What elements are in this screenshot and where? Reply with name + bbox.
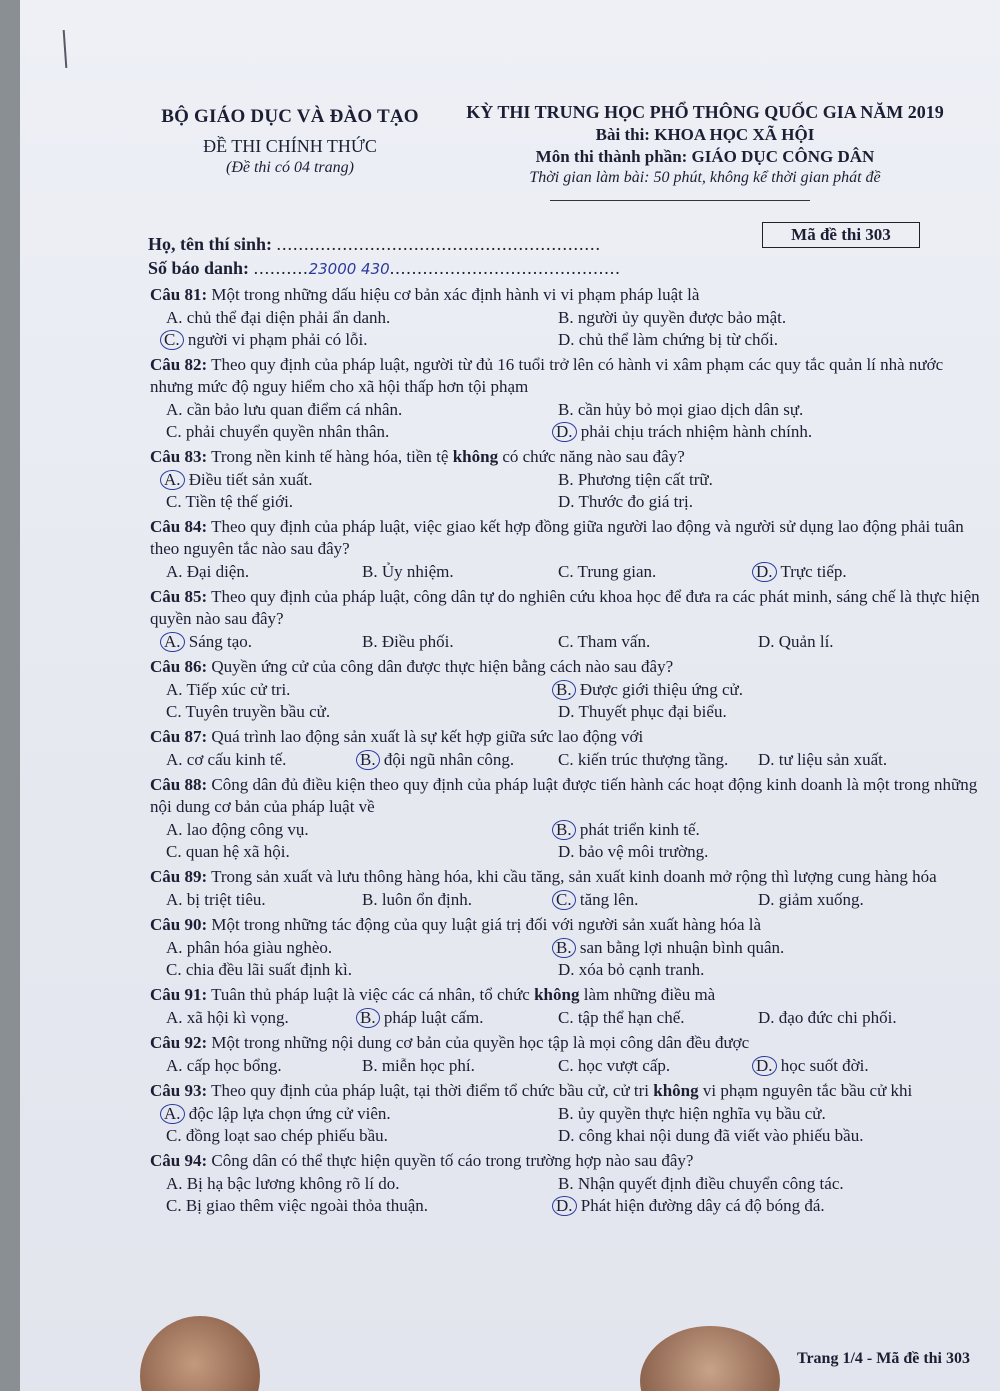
pen-circle: C. xyxy=(552,890,576,910)
answer-text: A. Bị hạ bậc lương không rõ lí do. xyxy=(166,1174,400,1193)
candidate-name-label: Họ, tên thí sinh: xyxy=(148,234,273,254)
answer-text: A. lao động công vụ. xyxy=(166,820,309,839)
answer-option xyxy=(362,561,558,583)
candidate-id-dots: .......... xyxy=(253,258,309,278)
answer-option xyxy=(166,491,558,513)
answer-options xyxy=(150,631,980,653)
answer-option xyxy=(166,679,558,701)
answer-option xyxy=(558,421,958,443)
answer-text: D. Quản lí. xyxy=(758,632,834,651)
ministry-name: BỘ GIÁO DỤC VÀ ĐÀO TẠO xyxy=(161,106,419,127)
circled-answer: B. pháp luật cấm. xyxy=(362,1008,483,1027)
question-number: Câu 85: xyxy=(150,587,208,606)
question-number: Câu 88: xyxy=(150,775,208,794)
answer-text: A. bị triệt tiêu. xyxy=(166,890,266,909)
question-number: Câu 92: xyxy=(150,1033,208,1052)
answer-options xyxy=(150,399,980,443)
answer-options xyxy=(150,749,980,771)
question-stem: Một trong những nội dung cơ bản của quyền học tập là mọi công dân đều được xyxy=(211,1033,750,1052)
answer-text: C. quan hệ xã hội. xyxy=(166,842,290,861)
question xyxy=(150,446,980,468)
answer-option xyxy=(166,469,558,491)
pen-circle: D. xyxy=(552,422,577,442)
answer-options xyxy=(150,307,980,351)
question-stem: Trong sản xuất và lưu thông hàng hóa, khi cầu tăng, sản xuất kinh doanh mở rộng thì lượng cung hàng hóa xyxy=(211,867,937,886)
question-number: Câu 82: xyxy=(150,355,208,374)
answer-option xyxy=(558,701,958,723)
page-footer: Trang 1/4 - Mã đề thi 303 xyxy=(796,1350,970,1367)
answer-option xyxy=(166,1055,362,1077)
circled-answer: D. phải chịu trách nhiệm hành chính. xyxy=(558,422,812,441)
question-number: Câu 93: xyxy=(150,1081,208,1100)
answer-text: D. Thuyết phục đại biểu. xyxy=(558,702,727,721)
answer-option xyxy=(558,329,958,351)
emphasis: không xyxy=(452,447,499,466)
circled-answer: A. Sáng tạo. xyxy=(166,632,252,651)
question xyxy=(150,1032,980,1054)
question-number: Câu 86: xyxy=(150,657,208,676)
circled-answer: D. Trực tiếp. xyxy=(758,562,847,581)
answer-options xyxy=(150,1173,980,1217)
answer-option xyxy=(166,841,558,863)
pen-circle: A. xyxy=(160,1104,185,1124)
answer-option xyxy=(166,1007,362,1029)
answer-option xyxy=(166,561,362,583)
answer-option xyxy=(558,679,958,701)
pen-circle: A. xyxy=(160,470,185,490)
question-stem: Theo quy định của pháp luật, tại thời điểm tổ chức bầu cử, cử tri không vi phạm nguyên tắc bầu cử khi xyxy=(211,1081,913,1100)
answer-option xyxy=(558,841,958,863)
answer-text: A. phân hóa giàu nghèo. xyxy=(166,938,333,957)
answer-options xyxy=(150,561,980,583)
answer-text: B. Phương tiện cất trữ. xyxy=(558,470,713,489)
answer-options xyxy=(150,819,980,863)
answer-options xyxy=(150,937,980,981)
answer-text: A. Đại diện. xyxy=(166,562,250,581)
answer-option xyxy=(558,491,958,513)
component-subject: Môn thi thành phần: GIÁO DỤC CÔNG DÂN xyxy=(535,147,875,166)
answer-text: C. Trung gian. xyxy=(558,562,657,581)
candidate-id-line xyxy=(148,258,621,279)
pen-circle: C. xyxy=(160,330,184,350)
answer-option xyxy=(758,889,958,911)
answer-text: C. học vượt cấp. xyxy=(558,1056,671,1075)
question-number: Câu 83: xyxy=(150,447,208,466)
question xyxy=(150,656,980,678)
answer-option xyxy=(558,749,758,771)
answer-option xyxy=(558,889,758,911)
answer-text: C. tập thể hạn chế. xyxy=(558,1008,685,1027)
answer-text: C. phải chuyển quyền nhân thân. xyxy=(166,422,390,441)
question-stem: Trong nền kinh tế hàng hóa, tiền tệ không có chức năng nào sau đây? xyxy=(211,447,685,466)
official-label: ĐỀ THI CHÍNH THỨC xyxy=(203,136,377,156)
answer-text: A. cấp học bổng. xyxy=(166,1056,282,1075)
answer-text: D. xóa bỏ cạnh tranh. xyxy=(558,960,705,979)
circled-answer: A. độc lập lựa chọn ứng cử viên. xyxy=(166,1104,391,1123)
answer-option xyxy=(558,469,958,491)
answer-option xyxy=(362,749,558,771)
question-stem: Theo quy định của pháp luật, người từ đủ 16 tuổi trở lên có hành vi xâm phạm các quy tắc quản lí nhà nước nhưng mức độ nguy hiểm cho xã hội thấp hơn tội phạm xyxy=(150,355,944,396)
answer-text: A. cơ cấu kinh tế. xyxy=(166,750,287,769)
circled-answer: C. tăng lên. xyxy=(558,890,638,909)
answer-option xyxy=(166,307,558,329)
answer-option xyxy=(558,1173,958,1195)
answer-text: C. Bị giao thêm việc ngoài thỏa thuận. xyxy=(166,1196,429,1215)
answer-text: B. miễn học phí. xyxy=(362,1056,475,1075)
circled-answer: D. Phát hiện đường dây cá độ bóng đá. xyxy=(558,1196,825,1215)
candidate-id-dots-after: .......................................... xyxy=(389,258,621,278)
question-number: Câu 89: xyxy=(150,867,208,886)
question-stem: Theo quy định của pháp luật, việc giao kết hợp đồng giữa người lao động và người sử dụng lao động phải tuân theo nguyên tắc nào sau đây? xyxy=(150,517,964,558)
answer-option xyxy=(166,749,362,771)
question-number: Câu 90: xyxy=(150,915,208,934)
pen-circle: D. xyxy=(752,562,777,582)
answer-text: B. ủy quyền thực hiện nghĩa vụ bầu cử. xyxy=(558,1104,826,1123)
finger-left xyxy=(140,1316,260,1391)
question xyxy=(150,1150,980,1172)
answer-option xyxy=(166,889,362,911)
circled-answer: D. học suốt đời. xyxy=(758,1056,869,1075)
answer-option xyxy=(558,399,958,421)
answer-text: A. cần bảo lưu quan điểm cá nhân. xyxy=(166,400,403,419)
exam-code-box: Mã đề thi 303 xyxy=(762,222,920,248)
answer-text: B. luôn ổn định. xyxy=(362,890,473,909)
subject: Bài thi: KHOA HỌC XÃ HỘI xyxy=(595,125,815,144)
question xyxy=(150,984,980,1006)
answer-option xyxy=(758,1007,958,1029)
answer-option xyxy=(166,959,558,981)
answer-option xyxy=(558,1195,958,1217)
finger-right xyxy=(640,1326,780,1391)
answer-text: C. kiến trúc thượng tầng. xyxy=(558,750,729,769)
emphasis: không xyxy=(534,985,580,1004)
circled-answer: B. phát triển kinh tế. xyxy=(558,820,700,839)
answer-options xyxy=(150,679,980,723)
header-left xyxy=(160,106,420,177)
emphasis: không xyxy=(653,1081,699,1100)
answer-option xyxy=(558,937,958,959)
candidate-id-label: Số báo danh: xyxy=(148,258,250,278)
question-stem: Một trong những dấu hiệu cơ bản xác định hành vi vi phạm pháp luật là xyxy=(211,285,700,304)
question xyxy=(150,586,980,630)
answer-text: C. Tiền tệ thế giới. xyxy=(166,492,294,511)
question xyxy=(150,516,980,560)
answer-text: D. chủ thể làm chứng bị từ chối. xyxy=(558,330,779,349)
answer-option xyxy=(166,631,362,653)
answer-option xyxy=(362,631,558,653)
candidate-name-line xyxy=(148,234,601,255)
header-right xyxy=(435,102,975,187)
answer-options xyxy=(150,1007,980,1029)
question-stem: Theo quy định của pháp luật, công dân tự do nghiên cứu khoa học để đưa ra các phát minh, sáng chế là thực hiện quyền nào sau đây? xyxy=(150,587,980,628)
question xyxy=(150,914,980,936)
answer-option xyxy=(758,631,958,653)
question xyxy=(150,1080,980,1102)
answer-options xyxy=(150,1103,980,1147)
time-allowed: Thời gian làm bài: 50 phút, không kể thời gian phát đề xyxy=(529,169,881,186)
question-stem: Quyền ứng cử của công dân được thực hiện bằng cách nào sau đây? xyxy=(211,657,674,676)
answer-option xyxy=(166,1125,558,1147)
answer-option xyxy=(362,889,558,911)
question xyxy=(150,284,980,306)
pen-circle: B. xyxy=(552,938,576,958)
question xyxy=(150,354,980,398)
answer-text: D. tư liệu sản xuất. xyxy=(758,750,888,769)
answer-text: D. công khai nội dung đã viết vào phiếu bầu. xyxy=(558,1126,864,1145)
question-number: Câu 81: xyxy=(150,285,208,304)
question-stem: Tuân thủ pháp luật là việc các cá nhân, tổ chức không làm những điều mà xyxy=(211,985,716,1004)
circled-answer: B. đội ngũ nhân công. xyxy=(362,750,514,769)
question xyxy=(150,866,980,888)
header-rule xyxy=(550,200,810,201)
answer-text: B. Điều phối. xyxy=(362,632,454,651)
pen-circle: A. xyxy=(160,632,185,652)
answer-text: C. chia đều lãi suất định kì. xyxy=(166,960,353,979)
pen-circle: B. xyxy=(552,680,576,700)
circled-answer: A. Điều tiết sản xuất. xyxy=(166,470,312,489)
answer-text: C. Tham vấn. xyxy=(558,632,651,651)
question xyxy=(150,774,980,818)
answer-option xyxy=(166,819,558,841)
answer-text: B. Nhận quyết định điều chuyển công tác. xyxy=(558,1174,844,1193)
pen-mark xyxy=(63,30,68,68)
answer-option xyxy=(166,701,558,723)
candidate-id-handwritten: 23000 430 xyxy=(308,260,390,278)
answer-option xyxy=(362,1055,558,1077)
circled-answer: C. người vi phạm phải có lỗi. xyxy=(166,330,368,349)
answer-option xyxy=(166,1103,558,1125)
answer-option xyxy=(758,1055,958,1077)
answer-option xyxy=(558,1055,758,1077)
question-stem: Một trong những tác động của quy luật giá trị đối với người sản xuất hàng hóa là xyxy=(211,915,762,934)
question-list xyxy=(150,284,980,1220)
answer-option xyxy=(558,1125,958,1147)
answer-option xyxy=(558,561,758,583)
answer-text: B. người ủy quyền được bảo mật. xyxy=(558,308,787,327)
answer-option xyxy=(166,1195,558,1217)
exam-paper xyxy=(20,0,1000,1391)
answer-option xyxy=(558,631,758,653)
answer-text: D. đạo đức chi phối. xyxy=(758,1008,897,1027)
circled-answer: B. san bằng lợi nhuận bình quân. xyxy=(558,938,784,957)
answer-text: A. Tiếp xúc cử tri. xyxy=(166,680,291,699)
question-stem: Công dân có thể thực hiện quyền tố cáo trong trường hợp nào sau đây? xyxy=(211,1151,694,1170)
question-number: Câu 94: xyxy=(150,1151,208,1170)
answer-text: D. bảo vệ môi trường. xyxy=(558,842,709,861)
answer-option xyxy=(362,1007,558,1029)
answer-text: D. giảm xuống. xyxy=(758,890,864,909)
pen-circle: B. xyxy=(552,820,576,840)
answer-option xyxy=(166,329,558,351)
answer-text: A. xã hội kì vọng. xyxy=(166,1008,289,1027)
answer-option xyxy=(758,561,958,583)
answer-option xyxy=(558,819,958,841)
answer-option xyxy=(558,959,958,981)
answer-option xyxy=(166,1173,558,1195)
question xyxy=(150,726,980,748)
answer-option xyxy=(558,1103,958,1125)
pen-circle: D. xyxy=(552,1196,577,1216)
answer-options xyxy=(150,1055,980,1077)
answer-text: B. cần hủy bỏ mọi giao dịch dân sự. xyxy=(558,400,804,419)
answer-options xyxy=(150,469,980,513)
answer-option xyxy=(558,1007,758,1029)
answer-option xyxy=(558,307,958,329)
answer-text: C. đồng loạt sao chép phiếu bầu. xyxy=(166,1126,388,1145)
question-stem: Công dân đủ điều kiện theo quy định của pháp luật được tiến hành các hoạt động kinh doanh là một trong những nội dung cơ bản của pháp luật về xyxy=(150,775,978,816)
question-number: Câu 84: xyxy=(150,517,208,536)
answer-option xyxy=(166,421,558,443)
question-number: Câu 91: xyxy=(150,985,208,1004)
answer-text: B. Ủy nhiệm. xyxy=(362,562,454,581)
pen-circle: D. xyxy=(752,1056,777,1076)
pen-circle: B. xyxy=(356,750,380,770)
answer-text: D. Thước đo giá trị. xyxy=(558,492,693,511)
answer-text: A. chủ thể đại diện phải ẩn danh. xyxy=(166,308,391,327)
answer-option xyxy=(166,399,558,421)
pen-circle: B. xyxy=(356,1008,380,1028)
circled-answer: B. Được giới thiệu ứng cử. xyxy=(558,680,743,699)
question-stem: Quá trình lao động sản xuất là sự kết hợp giữa sức lao động với xyxy=(211,727,644,746)
question-number: Câu 87: xyxy=(150,727,208,746)
answer-options xyxy=(150,889,980,911)
answer-option xyxy=(166,937,558,959)
page-count: (Đề thi có 04 trang) xyxy=(226,159,354,176)
exam-title: KỲ THI TRUNG HỌC PHỔ THÔNG QUỐC GIA NĂM 2019 xyxy=(466,102,944,122)
candidate-name-dots: ........................................................... xyxy=(276,234,602,254)
answer-option xyxy=(758,749,958,771)
answer-text: C. Tuyên truyền bầu cử. xyxy=(166,702,331,721)
